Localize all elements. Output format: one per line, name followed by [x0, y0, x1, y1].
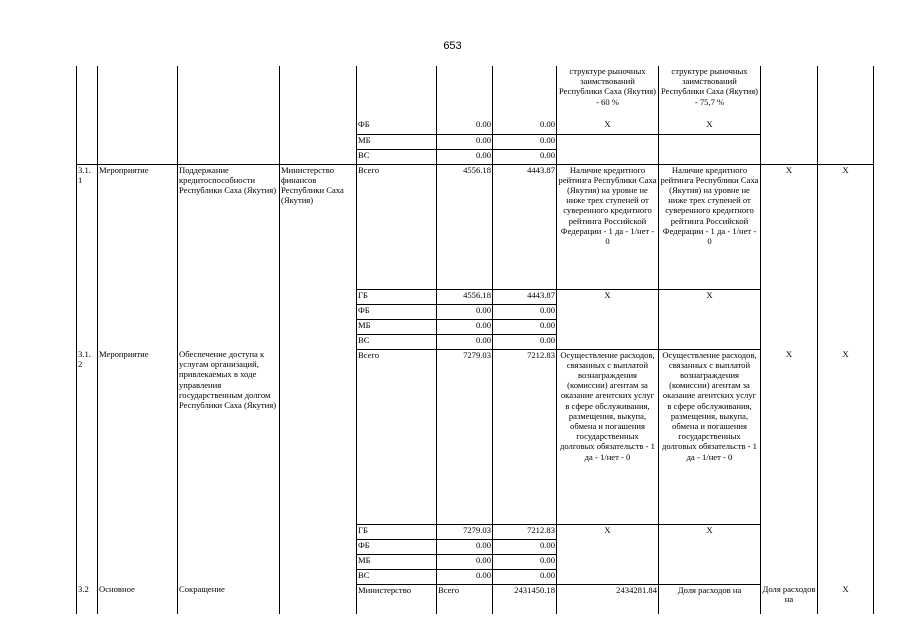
mark-cell: Х — [818, 349, 874, 584]
table-row — [77, 149, 874, 164]
plan-indicator-cell: Доля расходов на — [659, 584, 761, 614]
row-type: Мероприятие — [98, 164, 178, 349]
value-cell: 0.00 — [437, 334, 493, 349]
row-type: Мероприятие — [98, 349, 178, 584]
mark-cell: Х — [761, 164, 818, 349]
page-number: 653 — [443, 40, 462, 52]
value-cell: 0.00 — [493, 539, 557, 554]
value-cell: 7212.83 — [493, 524, 557, 539]
funding-source: МБ — [357, 319, 437, 334]
table-row — [77, 584, 874, 614]
executor: Министерство — [357, 584, 437, 614]
row-type: Основное — [98, 584, 178, 614]
value-cell: 2431450.18 — [493, 584, 557, 614]
funding-source: ФБ — [357, 119, 437, 134]
value-cell: 0.00 — [493, 134, 557, 149]
value-cell: 0.00 — [493, 149, 557, 164]
row-number: 3.1. 2 — [77, 349, 98, 584]
row-number: 3.1. 1 — [77, 164, 98, 349]
table-row — [77, 164, 874, 289]
funding-source: Всего — [357, 349, 437, 524]
value-cell: 2434281.84 — [557, 584, 659, 614]
plan-indicator-cell: Наличие кредитного рейтинга Республики Саха (Якутия) на уровне не ниже трех ступеней от суверенного кредитного рейтинга Российской Федерации - 1 да - 1/нет - 0 — [557, 164, 659, 289]
value-cell: 7212.83 — [493, 349, 557, 524]
value-cell: 4556.18 — [437, 289, 493, 304]
value-cell: 4443.87 — [493, 289, 557, 304]
executor: Министерство финансов Республики Саха (Якутия) — [280, 164, 357, 614]
value-cell: 7279.03 — [437, 524, 493, 539]
funding-source: МБ — [357, 554, 437, 569]
activity-name: Поддержание кредитоспособности Республики Саха (Якутия) — [178, 164, 280, 349]
mark-cell: Х — [761, 349, 818, 584]
funding-source: Всего — [357, 164, 437, 289]
table-row — [77, 349, 874, 524]
funding-source: ГБ — [357, 524, 437, 539]
funding-source: ФБ — [357, 539, 437, 554]
value-cell: 0.00 — [437, 134, 493, 149]
value-cell: 0.00 — [493, 334, 557, 349]
mark-cell: Х — [818, 584, 874, 614]
fact-indicator-cell: Х — [659, 119, 761, 134]
value-cell: 0.00 — [437, 319, 493, 334]
value-cell: 0.00 — [437, 539, 493, 554]
value-cell: 0.00 — [493, 319, 557, 334]
value-cell: 4556.18 — [437, 164, 493, 289]
funding-source: ФБ — [357, 304, 437, 319]
plan-indicator-cell: структуре рыночных заимствований Республики Саха (Якутия) - 60 % — [557, 66, 659, 119]
program-activities-table — [76, 66, 874, 614]
funding-source: Всего — [437, 584, 493, 614]
value-cell: 0.00 — [493, 304, 557, 319]
fact-indicator-cell: Х — [659, 524, 761, 539]
fact-indicator-cell: структуре рыночных заимствований Республики Саха (Якутия) - 75,7 % — [659, 66, 761, 119]
funding-source: ГБ — [357, 289, 437, 304]
value-cell: 0.00 — [437, 569, 493, 584]
plan-indicator-cell: Осуществление расходов, связанных с выплатой вознаграждения (комиссии) агентам за оказание агентских услуг в сфере обслуживания, размещения, выкупа, обмена и погашения государственных долговых обязательств - 1 да - 1/нет - 0 — [557, 349, 659, 524]
row-number: 3.2 — [77, 584, 98, 614]
fact-indicator-cell: Осуществление расходов, связанных с выплатой вознаграждения (комиссии) агентам за оказание агентских услуг в сфере обслуживания, размещения, выкупа, обмена и погашения государственных долговых обязательств - 1 да - 1/нет - 0 — [659, 349, 761, 524]
funding-source: ВС — [357, 569, 437, 584]
fact-indicator-cell: Наличие кредитного рейтинга Республики Саха (Якутия) на уровне не ниже трех ступеней от суверенного кредитного рейтинга Российской Федерации - 1 да - 1/нет - 0 — [659, 164, 761, 289]
activity-name: Обеспечение доступа к услугам организаций, привлекаемых в ходе управления государственным долгом Республики Саха (Якутия) — [178, 349, 280, 584]
value-cell: 0.00 — [493, 119, 557, 134]
funding-source: МБ — [357, 134, 437, 149]
value-cell: 0.00 — [493, 554, 557, 569]
fact-indicator-cell: Х — [659, 289, 761, 304]
value-cell: 4443.87 — [493, 164, 557, 289]
funding-source: ВС — [357, 149, 437, 164]
value-cell: 7279.03 — [437, 349, 493, 524]
value-cell: 0.00 — [493, 569, 557, 584]
table-row — [77, 119, 874, 134]
plan-indicator-cell: Х — [557, 289, 659, 304]
value-cell: 0.00 — [437, 304, 493, 319]
value-cell: 0.00 — [437, 119, 493, 134]
table-row — [77, 66, 874, 119]
mark-cell: Х — [818, 164, 874, 349]
activity-name: Сокращение — [178, 584, 280, 614]
funding-source: ВС — [357, 334, 437, 349]
table-row — [77, 134, 874, 149]
fact-indicator-cell: Доля расходов на — [761, 584, 818, 614]
plan-indicator-cell: Х — [557, 524, 659, 539]
value-cell: 0.00 — [437, 554, 493, 569]
plan-indicator-cell: Х — [557, 119, 659, 134]
value-cell: 0.00 — [437, 149, 493, 164]
